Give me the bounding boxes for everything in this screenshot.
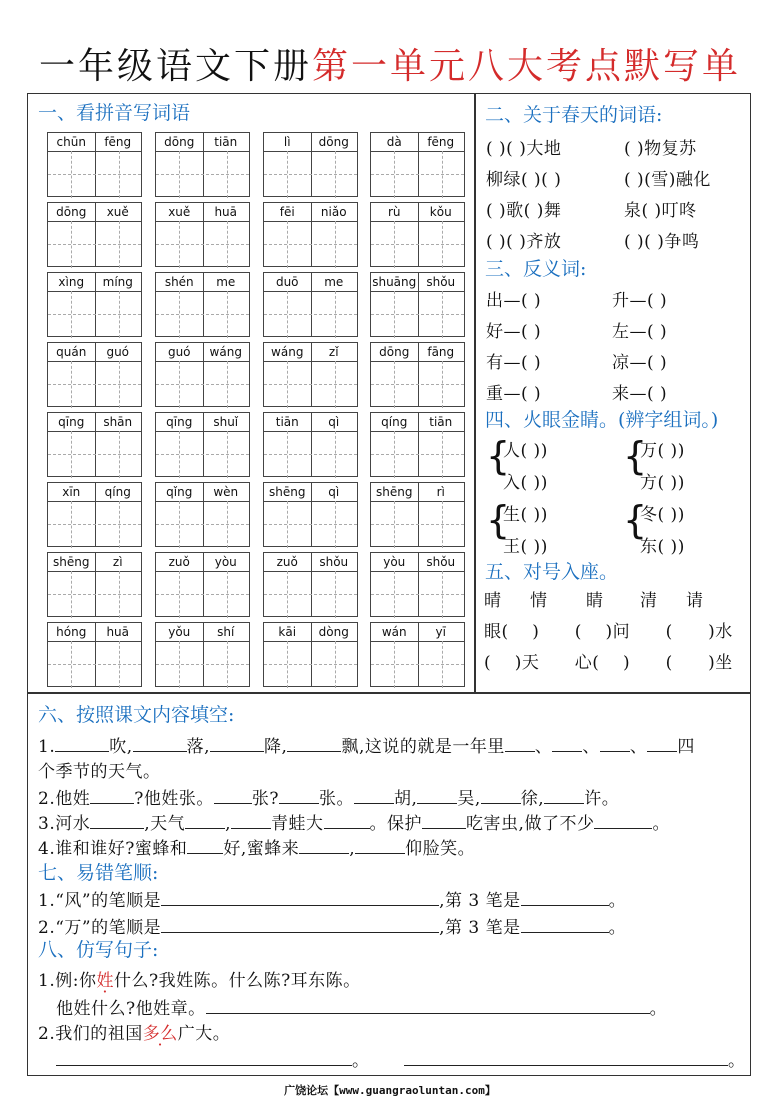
pinyin-syllable: chūn bbox=[56, 135, 86, 149]
pinyin-syllable: shǒu bbox=[319, 555, 349, 569]
pinyin-syllable: rù bbox=[387, 205, 401, 219]
option-3: 睛 bbox=[586, 591, 604, 611]
pinyin-syllable: me bbox=[216, 275, 236, 289]
stroke-line-2: 2.“万”的笔顺是 ,第 3 笔是 。 bbox=[38, 913, 626, 938]
pinyin-cell bbox=[370, 342, 465, 407]
spring-line-1b: ( )物复苏 bbox=[624, 139, 697, 159]
pinyin-syllable: qì bbox=[328, 485, 340, 499]
pinyin-syllable: tiān bbox=[429, 415, 453, 429]
pinyin-syllable: hóng bbox=[56, 625, 87, 639]
pinyin-syllable: qíng bbox=[104, 485, 131, 499]
pinyin-syllable: shuǐ bbox=[213, 415, 239, 429]
pinyin-syllable: fāng bbox=[427, 345, 455, 359]
pinyin-syllable: shí bbox=[217, 625, 235, 639]
match-line-2: ( )天 心( ) ( )坐 bbox=[484, 653, 733, 673]
antonym-3a: 有—( ) bbox=[486, 353, 542, 373]
pinyin-cell bbox=[155, 412, 250, 477]
section-3-heading: 三、反义词: bbox=[485, 258, 587, 280]
page-title bbox=[0, 38, 780, 89]
spring-line-1a: ( )( )大地 bbox=[486, 139, 562, 159]
pinyin-syllable: zuǒ bbox=[168, 555, 190, 569]
option-1: 晴 bbox=[484, 591, 502, 611]
pinyin-syllable: zuǒ bbox=[276, 555, 298, 569]
pinyin-syllable: shuāng bbox=[372, 275, 417, 289]
pinyin-syllable: rì bbox=[436, 485, 445, 499]
section-8-heading: 八、仿写句子: bbox=[38, 939, 159, 961]
pinyin-syllable: tiān bbox=[275, 415, 299, 429]
pinyin-syllable: qíng bbox=[381, 415, 408, 429]
pinyin-syllable: fēng bbox=[104, 135, 132, 149]
pinyin-cell bbox=[370, 272, 465, 337]
pinyin-syllable: shēng bbox=[376, 485, 413, 499]
spring-line-4b: ( )( )争鸣 bbox=[624, 232, 700, 252]
pinyin-syllable: qì bbox=[328, 415, 340, 429]
imitate-line-2b: 。 bbox=[404, 1046, 746, 1071]
section-7-heading: 七、易错笔顺: bbox=[38, 862, 159, 884]
imitate-line-1: 他姓什么?他姓章。 。 bbox=[56, 994, 667, 1019]
antonym-4b: 来—( ) bbox=[612, 384, 668, 404]
pinyin-cell bbox=[370, 482, 465, 547]
pinyin-syllable: wèn bbox=[213, 485, 239, 499]
pinyin-syllable: guó bbox=[106, 345, 130, 359]
pinyin-syllable: yǒu bbox=[168, 625, 191, 639]
char-ru: 入( )) bbox=[503, 473, 548, 493]
antonym-4a: 重—( ) bbox=[486, 384, 542, 404]
pinyin-cell bbox=[155, 272, 250, 337]
section-6-heading: 六、按照课文内容填空: bbox=[38, 704, 235, 726]
antonym-1a: 出—( ) bbox=[486, 291, 542, 311]
pinyin-cell bbox=[155, 482, 250, 547]
pinyin-cell bbox=[370, 412, 465, 477]
example-line: 1.例:你姓什么?我姓陈。什么陈?耳东陈。 bbox=[38, 971, 361, 991]
section-5-heading: 五、对号入座。 bbox=[485, 561, 619, 583]
pinyin-syllable: tiān bbox=[214, 135, 238, 149]
option-4: 清 bbox=[640, 591, 658, 611]
char-dong2: 东( )) bbox=[640, 537, 685, 557]
pinyin-cell bbox=[263, 552, 358, 617]
pinyin-cell bbox=[47, 342, 142, 407]
brace-2: { bbox=[623, 434, 648, 478]
pinyin-cell bbox=[155, 202, 250, 267]
antonym-3b: 凉—( ) bbox=[612, 353, 668, 373]
pinyin-syllable: duō bbox=[275, 275, 299, 289]
pinyin-syllable: zǐ bbox=[328, 345, 339, 359]
pinyin-cell bbox=[263, 482, 358, 547]
section-2-heading: 二、关于春天的词语: bbox=[485, 104, 663, 126]
pinyin-syllable: fēi bbox=[279, 205, 295, 219]
pinyin-syllable: dōng bbox=[379, 345, 410, 359]
pinyin-syllable: yòu bbox=[214, 555, 237, 569]
section-1-heading: 一、看拼音写词语 bbox=[38, 102, 191, 124]
brace-3: { bbox=[486, 498, 511, 542]
pinyin-cell bbox=[155, 342, 250, 407]
pinyin-syllable: guó bbox=[167, 345, 191, 359]
antonym-2a: 好—( ) bbox=[486, 322, 542, 342]
section-4-heading: 四、火眼金睛。(辨字组词。) bbox=[485, 409, 719, 431]
pinyin-syllable: shén bbox=[164, 275, 194, 289]
pinyin-syllable: wáng bbox=[271, 345, 304, 359]
pinyin-cell bbox=[47, 412, 142, 477]
pinyin-syllable: shǒu bbox=[426, 275, 456, 289]
pinyin-syllable: míng bbox=[102, 275, 133, 289]
pinyin-cell bbox=[263, 272, 358, 337]
brace-1: { bbox=[486, 434, 511, 478]
option-5: 请 bbox=[686, 591, 704, 611]
pinyin-cell bbox=[47, 272, 142, 337]
pinyin-syllable: niǎo bbox=[320, 205, 347, 219]
pinyin-cell bbox=[370, 552, 465, 617]
match-line-1: 眼( ) ( )问 ( )水 bbox=[484, 622, 733, 642]
option-2: 情 bbox=[530, 591, 548, 611]
pinyin-syllable: kǒu bbox=[429, 205, 452, 219]
pinyin-cell bbox=[263, 132, 358, 197]
pinyin-syllable: lì bbox=[283, 135, 291, 149]
pinyin-syllable: zì bbox=[112, 555, 123, 569]
pinyin-syllable: yòu bbox=[383, 555, 406, 569]
fill-line-2: 2.他姓 ?他姓张。 张? 张。 胡, 吴, 徐, 许。 bbox=[38, 784, 619, 809]
spring-line-4a: ( )( )齐放 bbox=[486, 232, 562, 252]
pinyin-syllable: wáng bbox=[209, 345, 242, 359]
example-line-2: 2.我们的祖国多么广大。 bbox=[38, 1024, 231, 1044]
fill-line-3: 3.河水 ,天气 , 青蛙大 。保护 吃害虫,做了不少 。 bbox=[38, 809, 670, 834]
pinyin-syllable: huā bbox=[106, 625, 130, 639]
pinyin-cell bbox=[155, 622, 250, 687]
pinyin-syllable: shēng bbox=[269, 485, 306, 499]
footer-text: 广饶论坛【www.guangraoluntan.com】 bbox=[284, 1084, 496, 1097]
pinyin-syllable: xuě bbox=[168, 205, 191, 219]
pinyin-cell bbox=[155, 132, 250, 197]
pinyin-syllable: xìng bbox=[58, 275, 85, 289]
fill-line-4: 4.谁和谁好?蜜蜂和 好,蜜蜂来 , 仰脸笑。 bbox=[38, 834, 475, 859]
pinyin-syllable: dōng bbox=[56, 205, 87, 219]
pinyin-syllable: xuě bbox=[106, 205, 129, 219]
pinyin-cell bbox=[370, 622, 465, 687]
pinyin-cell bbox=[47, 482, 142, 547]
char-fang: 方( )) bbox=[640, 473, 685, 493]
pinyin-syllable: shǒu bbox=[426, 555, 456, 569]
pinyin-cell bbox=[263, 412, 358, 477]
pinyin-syllable: dōng bbox=[318, 135, 349, 149]
brace-4: { bbox=[623, 498, 648, 542]
pinyin-cell bbox=[47, 552, 142, 617]
antonym-1b: 升—( ) bbox=[612, 291, 668, 311]
pinyin-syllable: kāi bbox=[278, 625, 297, 639]
pinyin-syllable: dà bbox=[386, 135, 402, 149]
pinyin-cell bbox=[263, 202, 358, 267]
pinyin-syllable: dòng bbox=[318, 625, 349, 639]
pinyin-cell bbox=[370, 132, 465, 197]
pinyin-cell bbox=[47, 132, 142, 197]
pinyin-syllable: shēng bbox=[53, 555, 90, 569]
stroke-line-1: 1.“风”的笔顺是 ,第 3 笔是 。 bbox=[38, 886, 626, 911]
column-divider bbox=[474, 93, 476, 694]
char-ren: 人( )) bbox=[503, 441, 548, 461]
pinyin-syllable: fēng bbox=[427, 135, 455, 149]
spring-line-3b: 泉( )叮咚 bbox=[624, 201, 697, 221]
char-wan: 万( )) bbox=[640, 441, 685, 461]
pinyin-syllable: yī bbox=[435, 625, 446, 639]
spring-line-3a: ( )歌( )舞 bbox=[486, 201, 562, 221]
pinyin-cell bbox=[263, 622, 358, 687]
antonym-2b: 左—( ) bbox=[612, 322, 668, 342]
pinyin-cell bbox=[155, 552, 250, 617]
char-dong1: 冬( )) bbox=[640, 505, 685, 525]
pinyin-cell bbox=[370, 202, 465, 267]
pinyin-syllable: qīng bbox=[58, 415, 85, 429]
spring-line-2a: 柳绿( )( ) bbox=[486, 170, 562, 190]
title-black: 一年级语文下册 bbox=[38, 46, 312, 87]
pinyin-syllable: huā bbox=[214, 205, 238, 219]
pinyin-syllable: qǐng bbox=[166, 485, 193, 499]
pinyin-cell bbox=[47, 622, 142, 687]
pinyin-syllable: qīng bbox=[166, 415, 193, 429]
pinyin-syllable: me bbox=[324, 275, 344, 289]
fill-line-1: 1. 吹, 落, 降, 飘,这说的就是一年里 、 、 、 四 bbox=[38, 732, 695, 757]
char-wang: 王( )) bbox=[503, 537, 548, 557]
title-red: 第一单元八大考点默写单 bbox=[312, 46, 742, 87]
pinyin-syllable: shān bbox=[103, 415, 133, 429]
pinyin-syllable: wán bbox=[381, 625, 407, 639]
char-sheng: 生( )) bbox=[503, 505, 548, 525]
pinyin-syllable: quán bbox=[56, 345, 87, 359]
pinyin-cell bbox=[263, 342, 358, 407]
pinyin-syllable: xīn bbox=[62, 485, 81, 499]
imitate-line-2a: 。 bbox=[56, 1046, 370, 1071]
pinyin-cell bbox=[47, 202, 142, 267]
spring-line-2b: ( )(雪)融化 bbox=[624, 170, 711, 190]
fill-line-1b: 个季节的天气。 bbox=[38, 762, 161, 782]
pinyin-syllable: dōng bbox=[164, 135, 195, 149]
